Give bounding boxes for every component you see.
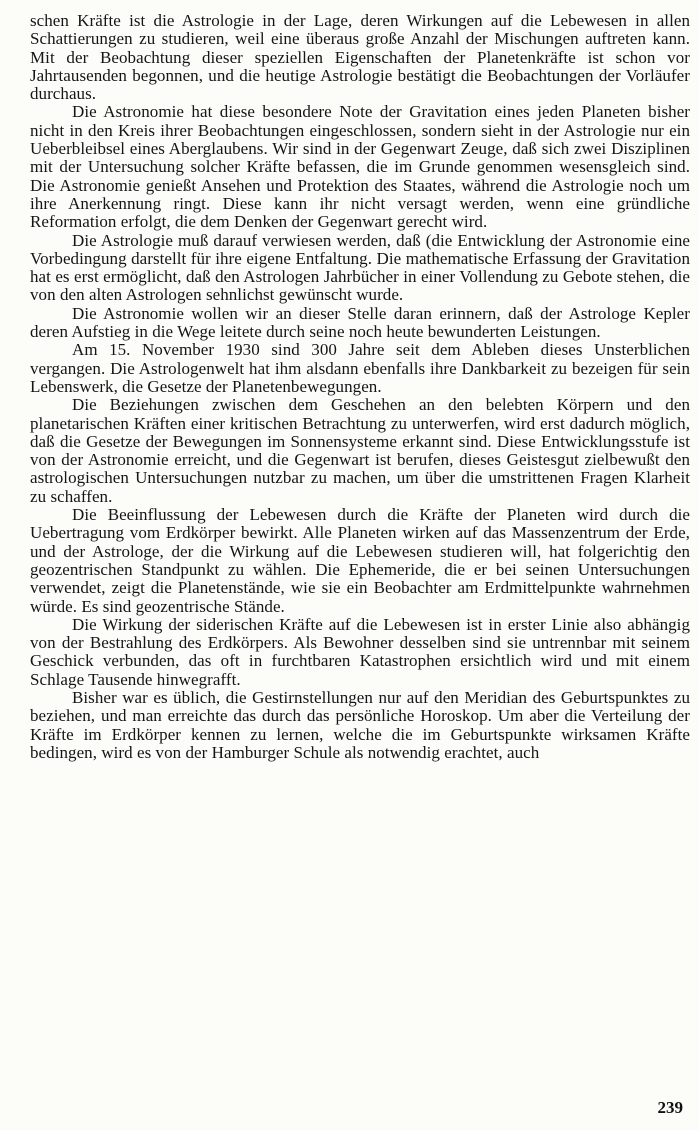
body-text (30, 12, 690, 762)
paragraph-1: schen Kräfte ist die Astrologie in der Lage, deren Wirkungen auf die Lebewesen in allen Schattierungen zu studieren, weil eine überaus große Anzahl der Mischungen auftreten kann. Mit der Beobachtung dieser speziellen Eigenschaften der Planetenkräfte ist schon vor Jahrtausenden begonnen, und die heutige Astrologie bestätigt die Beobachtungen der Vorläufer durchaus. (30, 11, 690, 104)
paragraph-9: Bisher war es üblich, die Gestirnstellungen nur auf den Meridian des Geburtspunktes zu beziehen, und man erreichte das durch das persönliche Horoskop. Um aber die Verteilung der Kräfte im Erdkörper kennen zu lernen, welche die im Geburtspunkte wirksamen Kräfte bedingen, wird es von der Hamburger Schule als notwendig erachtet, auch (30, 687, 690, 762)
paragraph-6: Die Beziehungen zwischen dem Geschehen an den belebten Körpern und den planetarischen Kräften einer kritischen Betrachtung zu unterwerfen, wird erst dadurch möglich, daß die Gesetze der Bewegungen im Sonnensysteme erkannt sind. Diese Entwicklungsstufe ist von der Astronomie erreicht, und die Gegenwart ist berufen, dieses Geistesgut zielbewußt den astrologischen Untersuchungen nutzbar zu machen, um über die umstrittenen Fragen Klarheit zu schaffen. (30, 395, 690, 506)
paragraph-4: Die Astronomie wollen wir an dieser Stelle daran erinnern, daß der Astrologe Kepler deren Aufstieg in die Wege leitete durch seine noch heute bewunderten Leistungen. (30, 303, 690, 342)
page-number: 239 (657, 1098, 683, 1117)
paragraph-8: Die Wirkung der siderischen Kräfte auf die Lebewesen ist in erster Linie also abhängig von der Bestrahlung des Erdkörpers. Als Bewohner desselben sind sie untrennbar mit seinem Geschick verbunden, das oft in furchtbaren Katastrophen ersichtlich wird und mit einem Schlage Tausende hinwegrafft. (30, 614, 690, 689)
paragraph-5: Am 15. November 1930 sind 300 Jahre seit dem Ableben dieses Unsterblichen vergangen. Die Astrologenwelt hat ihm alsdann ebenfalls ihre Dankbarkeit zu bezeigen für sein Lebenswerk, die Gesetze der Planetenbewegungen. (30, 340, 690, 396)
paragraph-3: Die Astrologie muß darauf verwiesen werden, daß (die Entwicklung der Astronomie eine Vorbedingung darstellt für ihre eigene Entfaltung. Die mathematische Erfassung der Gravitation hat es erst ermöglicht, daß den Astrologen Jahrbücher in einer Vollendung zu Gebote stehen, die von den alten Astrologen sehnlichst gewünscht wurde. (30, 230, 690, 305)
paragraph-7: Die Beeinflussung der Lebewesen durch die Kräfte der Planeten wird durch die Uebertragung vom Erdkörper bewirkt. Alle Planeten wirken auf das Massenzentrum der Erde, und der Astrologe, der die Wirkung auf die Lebewesen studieren will, hat folgerichtig den geozentrischen Standpunkt zu wählen. Die Ephemeride, die er bei seinen Untersuchungen verwendet, zeigt die Planetenstände, wie sie ein Beobachter am Erdmittelpunkte wahrnehmen würde. Es sind geozentrische Stände. (30, 505, 690, 616)
paragraph-2: Die Astronomie hat diese besondere Note der Gravitation eines jeden Planeten bisher nicht in den Kreis ihrer Beobachtungen eingeschlossen, sondern sieht in der Astrologie nur ein Ueberbleibsel eines Aberglaubens. Wir sind in der Gegenwart Zeuge, daß sich zwei Disziplinen mit der Untersuchung solcher Kräfte befassen, die im Grunde genommen wesensgleich sind. Die Astronomie genießt Ansehen und Protektion des Staates, während die Astrologie noch um ihre Anerkennung ringt. Diese kann ihr nicht versagt werden, wenn eine gründliche Reformation erfolgt, die dem Denken der Gegenwart gerecht wird. (30, 102, 690, 232)
